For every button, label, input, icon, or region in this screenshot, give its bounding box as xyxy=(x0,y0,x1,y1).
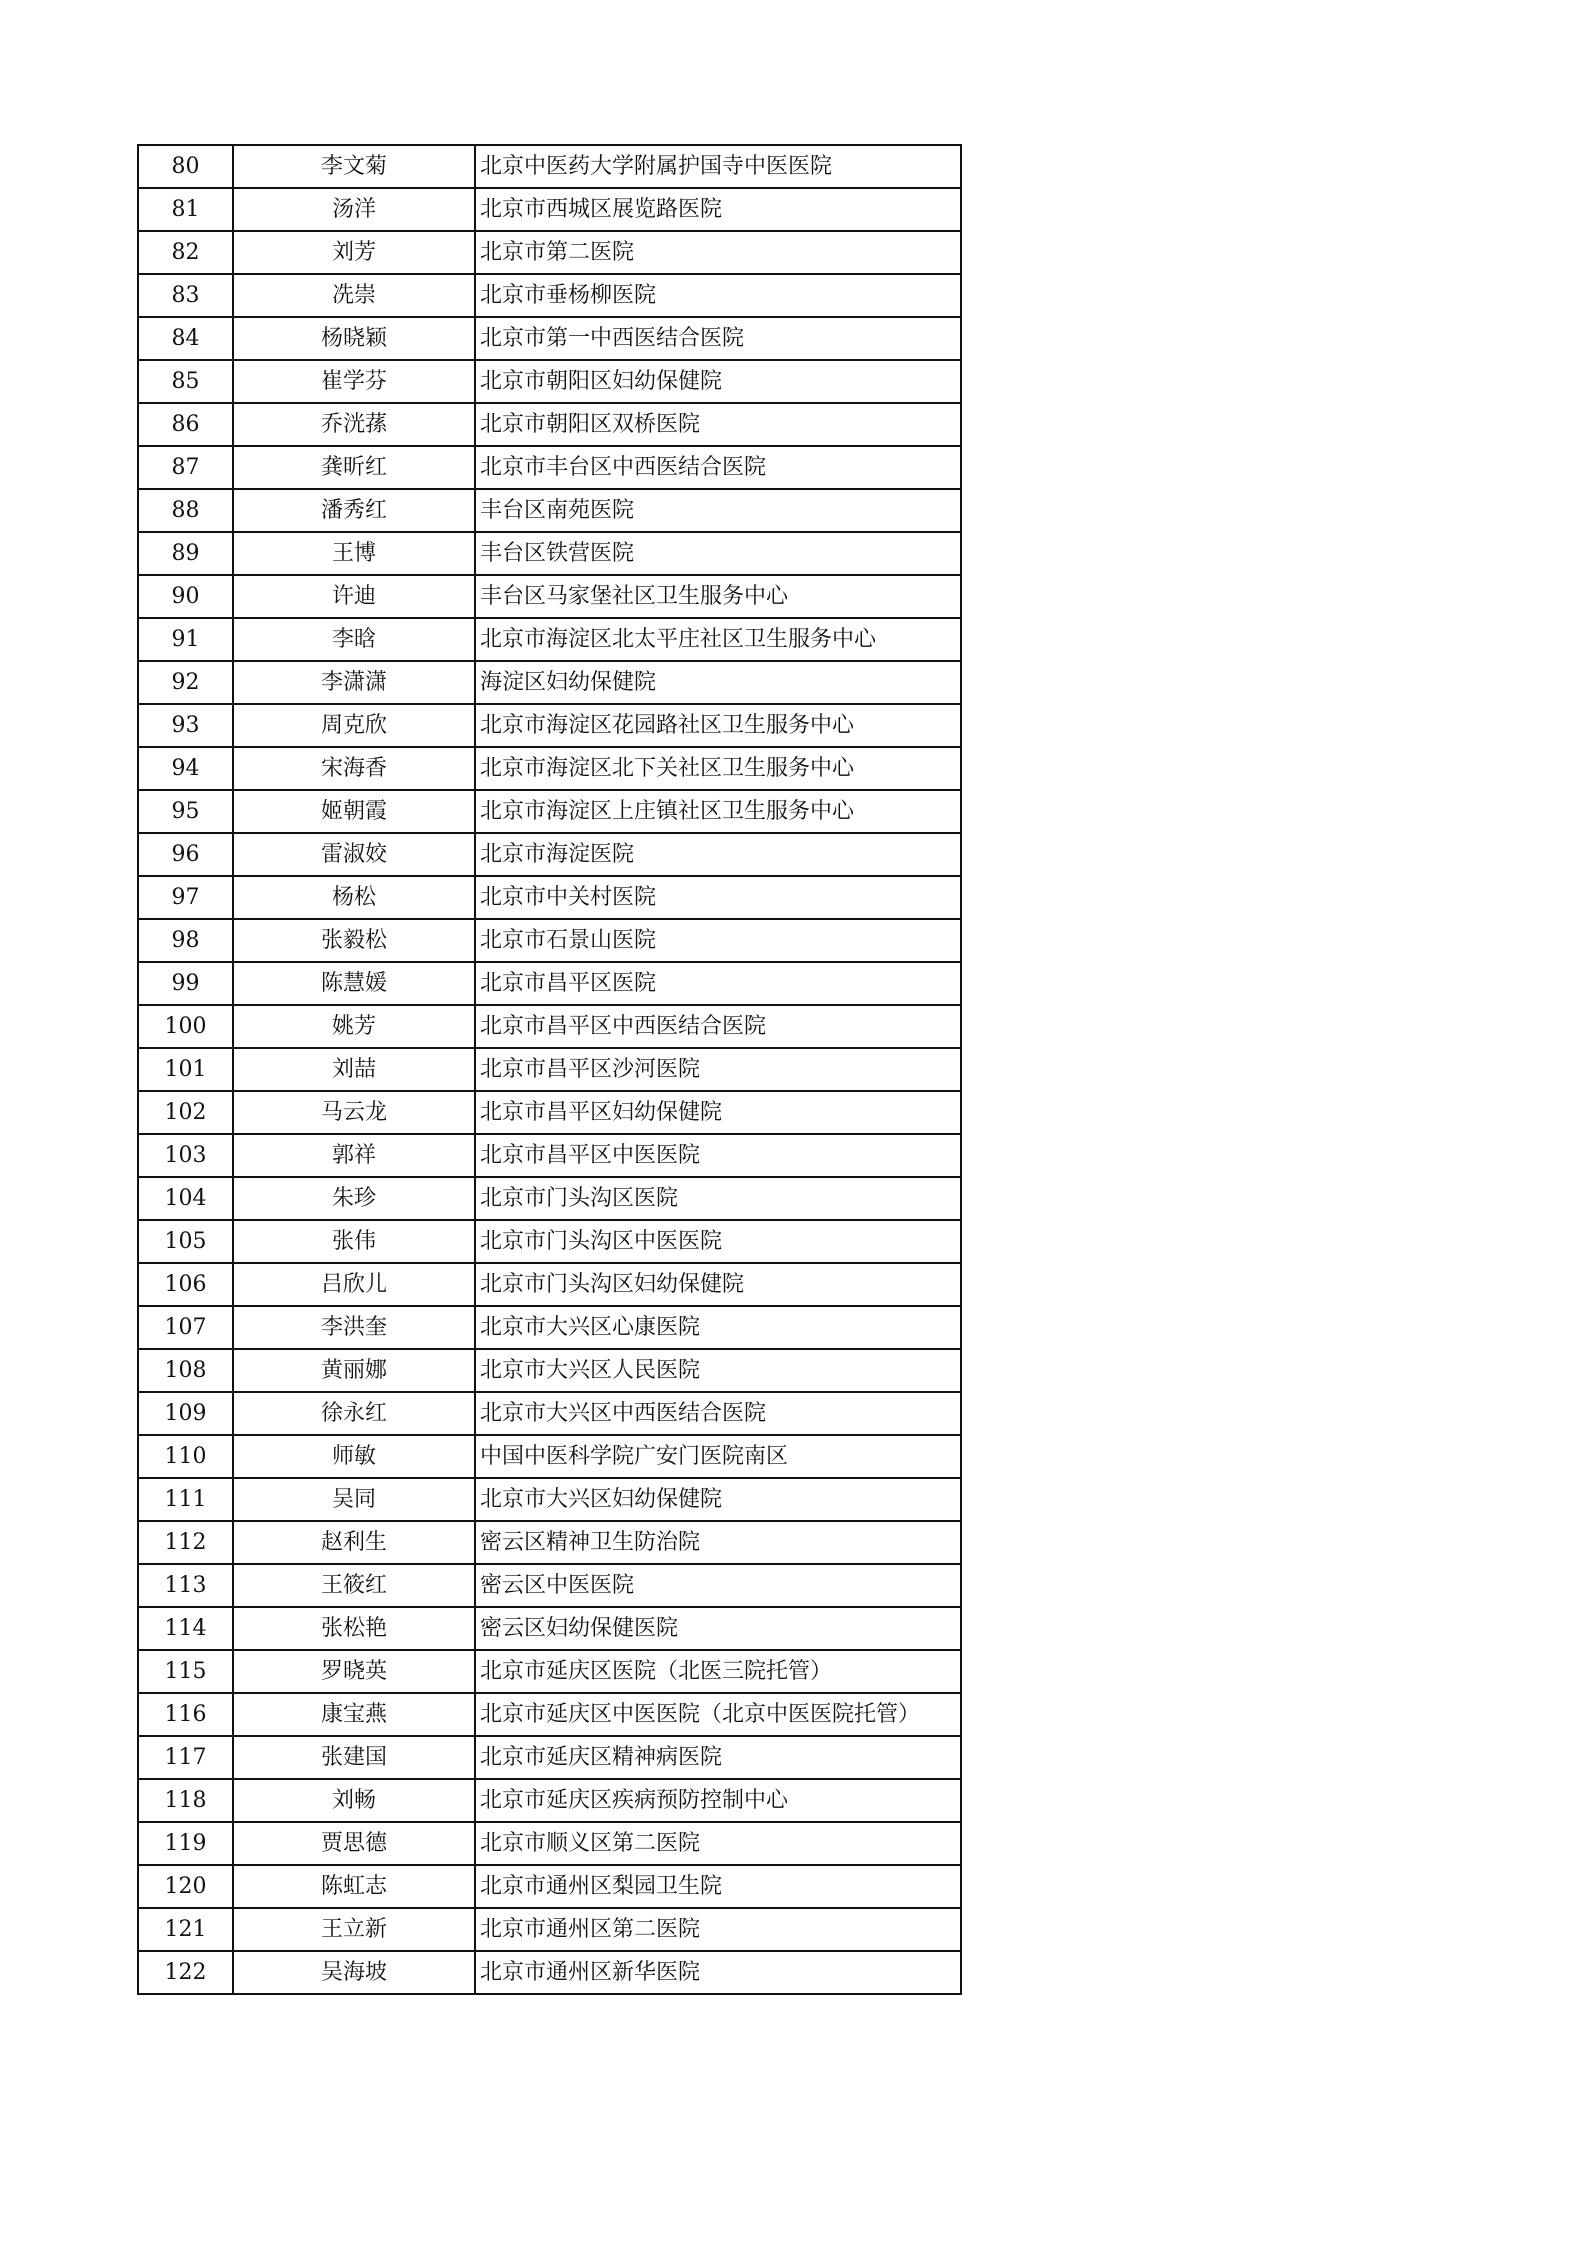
row-number-cell: 84 xyxy=(138,317,233,360)
organization-cell: 北京市中关村医院 xyxy=(475,876,961,919)
table-row xyxy=(138,1908,961,1951)
person-name-cell: 张松艳 xyxy=(233,1607,475,1650)
row-number-cell: 88 xyxy=(138,489,233,532)
person-name-cell: 姚芳 xyxy=(233,1005,475,1048)
person-name-cell: 杨松 xyxy=(233,876,475,919)
table-row xyxy=(138,919,961,962)
organization-cell: 北京市门头沟区医院 xyxy=(475,1177,961,1220)
person-name-cell: 张伟 xyxy=(233,1220,475,1263)
row-number-cell: 86 xyxy=(138,403,233,446)
table-row xyxy=(138,1822,961,1865)
person-name-cell: 张毅松 xyxy=(233,919,475,962)
table-row xyxy=(138,1435,961,1478)
person-name-cell: 乔洸蓀 xyxy=(233,403,475,446)
organization-cell: 北京市延庆区中医医院（北京中医医院托管） xyxy=(475,1693,961,1736)
organization-cell: 北京市海淀区上庄镇社区卫生服务中心 xyxy=(475,790,961,833)
table-row xyxy=(138,876,961,919)
row-number-cell: 87 xyxy=(138,446,233,489)
roster-table-body xyxy=(138,145,961,1994)
organization-cell: 北京市昌平区沙河医院 xyxy=(475,1048,961,1091)
row-number-cell: 83 xyxy=(138,274,233,317)
person-name-cell: 雷淑姣 xyxy=(233,833,475,876)
row-number-cell: 92 xyxy=(138,661,233,704)
table-row xyxy=(138,1091,961,1134)
organization-cell: 北京市通州区新华医院 xyxy=(475,1951,961,1994)
person-name-cell: 王立新 xyxy=(233,1908,475,1951)
row-number-cell: 115 xyxy=(138,1650,233,1693)
table-row xyxy=(138,704,961,747)
organization-cell: 北京市延庆区精神病医院 xyxy=(475,1736,961,1779)
row-number-cell: 112 xyxy=(138,1521,233,1564)
table-row xyxy=(138,962,961,1005)
person-name-cell: 吴同 xyxy=(233,1478,475,1521)
table-row xyxy=(138,274,961,317)
row-number-cell: 82 xyxy=(138,231,233,274)
table-row xyxy=(138,231,961,274)
row-number-cell: 105 xyxy=(138,1220,233,1263)
person-name-cell: 刘喆 xyxy=(233,1048,475,1091)
table-row xyxy=(138,1736,961,1779)
organization-cell: 北京市昌平区中西医结合医院 xyxy=(475,1005,961,1048)
organization-cell: 北京市顺义区第二医院 xyxy=(475,1822,961,1865)
organization-cell: 北京市昌平区中医医院 xyxy=(475,1134,961,1177)
table-row xyxy=(138,1392,961,1435)
row-number-cell: 121 xyxy=(138,1908,233,1951)
person-name-cell: 吕欣儿 xyxy=(233,1263,475,1306)
table-row xyxy=(138,1220,961,1263)
organization-cell: 密云区精神卫生防治院 xyxy=(475,1521,961,1564)
person-name-cell: 王博 xyxy=(233,532,475,575)
row-number-cell: 108 xyxy=(138,1349,233,1392)
table-row xyxy=(138,403,961,446)
row-number-cell: 111 xyxy=(138,1478,233,1521)
organization-cell: 北京市延庆区医院（北医三院托管） xyxy=(475,1650,961,1693)
person-name-cell: 周克欣 xyxy=(233,704,475,747)
row-number-cell: 110 xyxy=(138,1435,233,1478)
table-row xyxy=(138,618,961,661)
person-name-cell: 马云龙 xyxy=(233,1091,475,1134)
table-row xyxy=(138,1607,961,1650)
roster-table xyxy=(137,144,962,1995)
person-name-cell: 杨晓颖 xyxy=(233,317,475,360)
organization-cell: 北京市大兴区中西医结合医院 xyxy=(475,1392,961,1435)
row-number-cell: 101 xyxy=(138,1048,233,1091)
person-name-cell: 赵利生 xyxy=(233,1521,475,1564)
table-row xyxy=(138,1005,961,1048)
person-name-cell: 李潇潇 xyxy=(233,661,475,704)
row-number-cell: 106 xyxy=(138,1263,233,1306)
table-row xyxy=(138,360,961,403)
table-row xyxy=(138,1478,961,1521)
person-name-cell: 陈慧媛 xyxy=(233,962,475,1005)
organization-cell: 北京市西城区展览路医院 xyxy=(475,188,961,231)
organization-cell: 北京市海淀区北下关社区卫生服务中心 xyxy=(475,747,961,790)
organization-cell: 北京市朝阳区双桥医院 xyxy=(475,403,961,446)
row-number-cell: 91 xyxy=(138,618,233,661)
row-number-cell: 109 xyxy=(138,1392,233,1435)
organization-cell: 北京市大兴区人民医院 xyxy=(475,1349,961,1392)
row-number-cell: 85 xyxy=(138,360,233,403)
organization-cell: 北京市第二医院 xyxy=(475,231,961,274)
row-number-cell: 80 xyxy=(138,145,233,188)
organization-cell: 北京市大兴区心康医院 xyxy=(475,1306,961,1349)
table-row xyxy=(138,446,961,489)
table-row xyxy=(138,1779,961,1822)
organization-cell: 北京中医药大学附属护国寺中医医院 xyxy=(475,145,961,188)
row-number-cell: 119 xyxy=(138,1822,233,1865)
organization-cell: 北京市大兴区妇幼保健院 xyxy=(475,1478,961,1521)
row-number-cell: 107 xyxy=(138,1306,233,1349)
row-number-cell: 120 xyxy=(138,1865,233,1908)
row-number-cell: 97 xyxy=(138,876,233,919)
table-row xyxy=(138,661,961,704)
table-row xyxy=(138,1693,961,1736)
row-number-cell: 116 xyxy=(138,1693,233,1736)
person-name-cell: 吴海坡 xyxy=(233,1951,475,1994)
organization-cell: 密云区妇幼保健医院 xyxy=(475,1607,961,1650)
row-number-cell: 114 xyxy=(138,1607,233,1650)
organization-cell: 北京市门头沟区中医医院 xyxy=(475,1220,961,1263)
organization-cell: 中国中医科学院广安门医院南区 xyxy=(475,1435,961,1478)
table-row xyxy=(138,1951,961,1994)
organization-cell: 北京市昌平区医院 xyxy=(475,962,961,1005)
organization-cell: 北京市第一中西医结合医院 xyxy=(475,317,961,360)
person-name-cell: 潘秀红 xyxy=(233,489,475,532)
organization-cell: 北京市延庆区疾病预防控制中心 xyxy=(475,1779,961,1822)
person-name-cell: 崔学芬 xyxy=(233,360,475,403)
row-number-cell: 118 xyxy=(138,1779,233,1822)
person-name-cell: 李洪奎 xyxy=(233,1306,475,1349)
table-row xyxy=(138,489,961,532)
organization-cell: 北京市朝阳区妇幼保健院 xyxy=(475,360,961,403)
person-name-cell: 朱珍 xyxy=(233,1177,475,1220)
person-name-cell: 李文菊 xyxy=(233,145,475,188)
organization-cell: 丰台区马家堡社区卫生服务中心 xyxy=(475,575,961,618)
organization-cell: 丰台区铁营医院 xyxy=(475,532,961,575)
table-row xyxy=(138,1177,961,1220)
person-name-cell: 郭祥 xyxy=(233,1134,475,1177)
organization-cell: 北京市海淀区北太平庄社区卫生服务中心 xyxy=(475,618,961,661)
person-name-cell: 李晗 xyxy=(233,618,475,661)
person-name-cell: 冼崇 xyxy=(233,274,475,317)
table-row xyxy=(138,1134,961,1177)
row-number-cell: 102 xyxy=(138,1091,233,1134)
row-number-cell: 98 xyxy=(138,919,233,962)
table-row xyxy=(138,188,961,231)
table-row xyxy=(138,317,961,360)
person-name-cell: 刘畅 xyxy=(233,1779,475,1822)
row-number-cell: 113 xyxy=(138,1564,233,1607)
organization-cell: 丰台区南苑医院 xyxy=(475,489,961,532)
person-name-cell: 徐永红 xyxy=(233,1392,475,1435)
person-name-cell: 姬朝霞 xyxy=(233,790,475,833)
organization-cell: 北京市垂杨柳医院 xyxy=(475,274,961,317)
table-row xyxy=(138,145,961,188)
organization-cell: 北京市丰台区中西医结合医院 xyxy=(475,446,961,489)
row-number-cell: 122 xyxy=(138,1951,233,1994)
row-number-cell: 95 xyxy=(138,790,233,833)
table-row xyxy=(138,1349,961,1392)
person-name-cell: 许迪 xyxy=(233,575,475,618)
row-number-cell: 117 xyxy=(138,1736,233,1779)
row-number-cell: 96 xyxy=(138,833,233,876)
table-row xyxy=(138,1650,961,1693)
person-name-cell: 王筱红 xyxy=(233,1564,475,1607)
row-number-cell: 94 xyxy=(138,747,233,790)
organization-cell: 北京市昌平区妇幼保健院 xyxy=(475,1091,961,1134)
row-number-cell: 104 xyxy=(138,1177,233,1220)
row-number-cell: 93 xyxy=(138,704,233,747)
organization-cell: 北京市海淀医院 xyxy=(475,833,961,876)
person-name-cell: 师敏 xyxy=(233,1435,475,1478)
person-name-cell: 龚昕红 xyxy=(233,446,475,489)
person-name-cell: 陈虹志 xyxy=(233,1865,475,1908)
organization-cell: 北京市门头沟区妇幼保健院 xyxy=(475,1263,961,1306)
table-row xyxy=(138,532,961,575)
organization-cell: 海淀区妇幼保健院 xyxy=(475,661,961,704)
table-row xyxy=(138,1521,961,1564)
row-number-cell: 99 xyxy=(138,962,233,1005)
organization-cell: 北京市通州区梨园卫生院 xyxy=(475,1865,961,1908)
person-name-cell: 罗晓英 xyxy=(233,1650,475,1693)
person-name-cell: 刘芳 xyxy=(233,231,475,274)
person-name-cell: 康宝燕 xyxy=(233,1693,475,1736)
table-row xyxy=(138,790,961,833)
organization-cell: 北京市通州区第二医院 xyxy=(475,1908,961,1951)
row-number-cell: 103 xyxy=(138,1134,233,1177)
table-row xyxy=(138,1564,961,1607)
table-row xyxy=(138,1263,961,1306)
table-row xyxy=(138,1306,961,1349)
organization-cell: 北京市海淀区花园路社区卫生服务中心 xyxy=(475,704,961,747)
row-number-cell: 100 xyxy=(138,1005,233,1048)
person-name-cell: 汤洋 xyxy=(233,188,475,231)
table-row xyxy=(138,1865,961,1908)
row-number-cell: 90 xyxy=(138,575,233,618)
person-name-cell: 张建国 xyxy=(233,1736,475,1779)
organization-cell: 北京市石景山医院 xyxy=(475,919,961,962)
person-name-cell: 黄丽娜 xyxy=(233,1349,475,1392)
table-row xyxy=(138,1048,961,1091)
row-number-cell: 89 xyxy=(138,532,233,575)
table-row xyxy=(138,575,961,618)
table-row xyxy=(138,833,961,876)
person-name-cell: 宋海香 xyxy=(233,747,475,790)
person-name-cell: 贾思德 xyxy=(233,1822,475,1865)
row-number-cell: 81 xyxy=(138,188,233,231)
table-row xyxy=(138,747,961,790)
organization-cell: 密云区中医医院 xyxy=(475,1564,961,1607)
